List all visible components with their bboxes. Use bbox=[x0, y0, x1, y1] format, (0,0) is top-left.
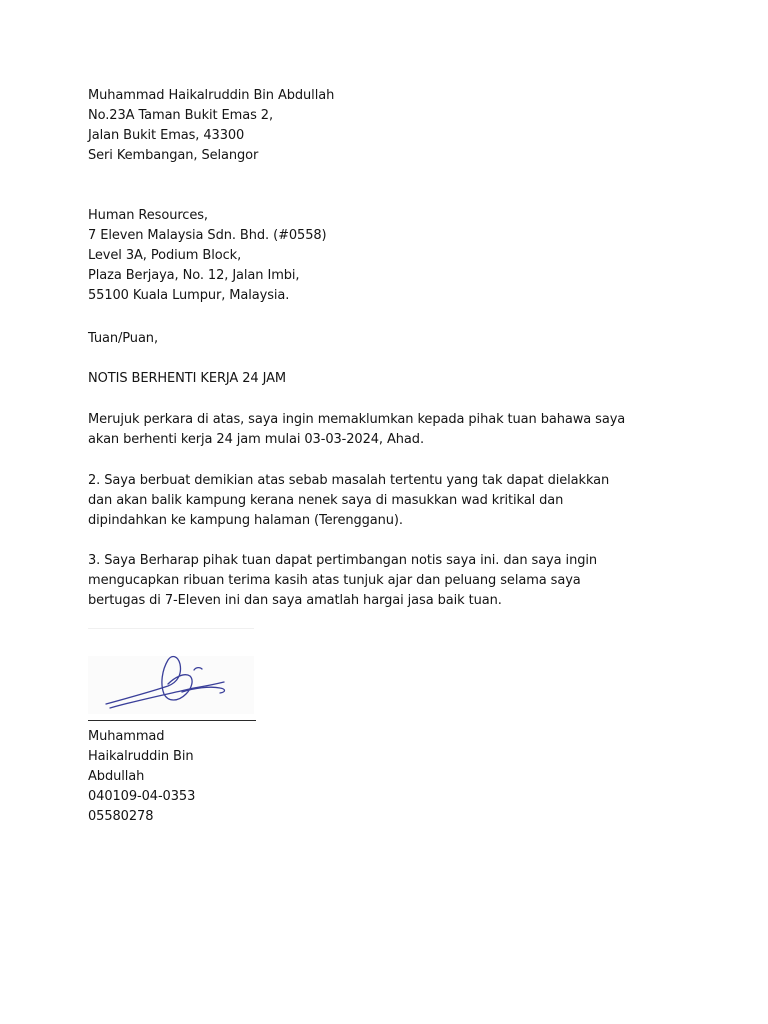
paragraph-3-line-2: mengucapkan ribuan terima kasih atas tunjuk ajar dan peluang selama saya bbox=[88, 573, 581, 588]
signature-line bbox=[88, 720, 256, 721]
paragraph-3-line-1: 3. Saya Berharap pihak tuan dapat pertimbangan notis saya ini. dan saya ingin bbox=[88, 553, 598, 568]
recipient-address-line-2: Plaza Berjaya, No. 12, Jalan Imbi, bbox=[88, 268, 300, 283]
signature-faint-rule bbox=[88, 628, 254, 629]
paragraph-2-line-1: 2. Saya berbuat demikian atas sebab masalah tertentu yang tak dapat dielakkan bbox=[88, 473, 610, 488]
signoff-phone-number: 05580278 bbox=[88, 809, 154, 824]
recipient-address-line-3: 55100 Kuala Lumpur, Malaysia. bbox=[88, 288, 290, 303]
recipient-address-line-1: Level 3A, Podium Block, bbox=[88, 248, 242, 263]
signature-image bbox=[98, 648, 248, 712]
sender-address-line-1: No.23A Taman Bukit Emas 2, bbox=[88, 108, 273, 123]
signature-area bbox=[88, 624, 258, 724]
paragraph-1-line-1: Merujuk perkara di atas, saya ingin memaklumkan kepada pihak tuan bahawa saya bbox=[88, 412, 626, 427]
letter-subject: NOTIS BERHENTI KERJA 24 JAM bbox=[88, 371, 286, 386]
signoff-name-line-2: Haikalruddin Bin bbox=[88, 749, 194, 764]
salutation: Tuan/Puan, bbox=[88, 331, 158, 346]
sender-address-line-3: Seri Kembangan, Selangor bbox=[88, 148, 259, 163]
signoff-name-line-3: Abdullah bbox=[88, 769, 145, 784]
sender-address-line-2: Jalan Bukit Emas, 43300 bbox=[88, 128, 245, 143]
recipient-company: 7 Eleven Malaysia Sdn. Bhd. (#0558) bbox=[88, 228, 327, 243]
paragraph-3-line-3: bertugas di 7-Eleven ini dan saya amatlah hargai jasa baik tuan. bbox=[88, 593, 502, 608]
paragraph-2-line-3: dipindahkan ke kampung halaman (Terengganu). bbox=[88, 513, 403, 528]
signoff-name-line-1: Muhammad bbox=[88, 729, 165, 744]
sender-name: Muhammad Haikalruddin Bin Abdullah bbox=[88, 88, 335, 103]
recipient-department: Human Resources, bbox=[88, 208, 208, 223]
signoff-ic-number: 040109-04-0353 bbox=[88, 789, 196, 804]
paragraph-1-line-2: akan berhenti kerja 24 jam mulai 03-03-2024, Ahad. bbox=[88, 432, 424, 447]
paragraph-2-line-2: dan akan balik kampung kerana nenek saya di masukkan wad kritikal dan bbox=[88, 493, 564, 508]
